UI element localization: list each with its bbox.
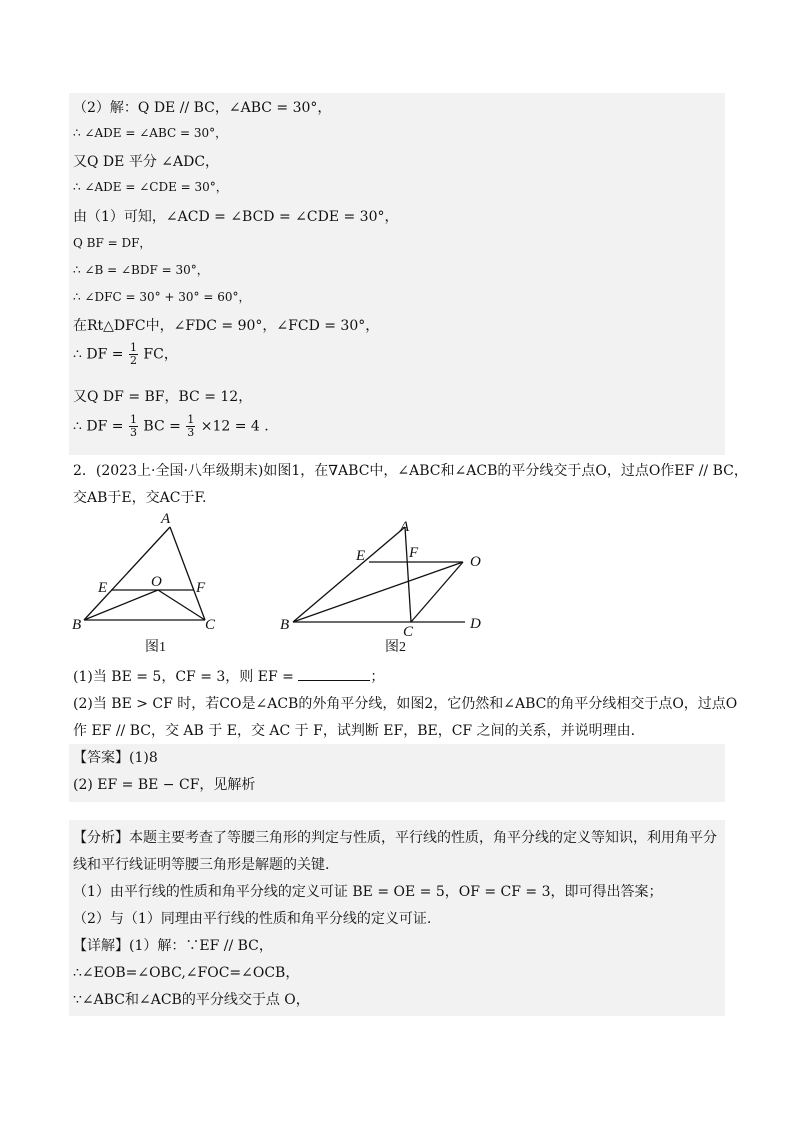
answer-blank[interactable] bbox=[298, 668, 370, 681]
fig2-label-D: D bbox=[470, 616, 481, 632]
sol-line-12-suffix: ×12 = 4 . bbox=[200, 418, 269, 435]
sol-line-3: 又Q DE 平分 ∠ADC， bbox=[73, 154, 220, 170]
sol-line-7: ∴ ∠B = ∠BDF = 30°， bbox=[73, 263, 209, 277]
fraction-denominator: 2 bbox=[129, 354, 137, 367]
fraction-numerator: 1 bbox=[129, 341, 137, 354]
sol-line-10-prefix: ∴ DF = bbox=[73, 346, 124, 363]
sol-line-5: 由（1）可知，∠ACD = ∠BCD = ∠CDE = 30°， bbox=[73, 209, 399, 225]
fig2-caption: 图2 bbox=[385, 640, 406, 655]
answer-line-1: 【答案】(1)8 bbox=[73, 750, 158, 766]
detail-line-1: 【详解】(1）解：∵EF // BC， bbox=[73, 938, 273, 954]
problem2-line-1: 2．(2023上·全国·八年级期末)如图1，在∇ABC中，∠ABC和∠ACB的平分线交于点O，过点O作EF // BC， bbox=[73, 463, 748, 479]
sol-line-6: Q BF = DF， bbox=[73, 236, 152, 250]
fig1-caption: 图1 bbox=[145, 640, 166, 655]
sol-line-12-prefix: ∴ DF = bbox=[73, 418, 124, 435]
fig2-label-F: F bbox=[409, 545, 419, 561]
fig2-label-B: B bbox=[280, 617, 290, 633]
figure-1 bbox=[84, 527, 205, 620]
fig1-label-E: E bbox=[98, 580, 108, 596]
fraction-1-2 bbox=[129, 342, 138, 367]
analysis-line-1: 【分析】本题主要考查了等腰三角形的判定与性质，平行线的性质，角平分线的定义等知识，利用角平分 bbox=[73, 830, 717, 846]
fraction-denominator: 3 bbox=[187, 426, 195, 439]
fig1-side-AC bbox=[170, 527, 205, 620]
sol-line-2: ∴ ∠ADE = ∠ABC = 30°， bbox=[73, 126, 228, 140]
answer-line-2: (2) EF = BE − CF，见解析 bbox=[73, 777, 256, 793]
sol-line-10-suffix: FC， bbox=[143, 346, 178, 363]
fig2-label-E: E bbox=[356, 548, 366, 564]
sol-line-10 bbox=[73, 342, 178, 367]
fig1-label-A: A bbox=[161, 511, 171, 527]
sol-line-12 bbox=[73, 414, 269, 439]
analysis-line-3: （1）由平行线的性质和角平分线的定义可证 BE = OE = 5，OF = CF = 3，即可得出答案； bbox=[73, 884, 663, 900]
fraction-denominator: 3 bbox=[129, 426, 137, 439]
sol-line-9: 在Rt△DFC中，∠FDC = 90°，∠FCD = 30°， bbox=[73, 318, 380, 334]
sol-line-1: （2）解：Q DE // BC，∠ABC = 30°， bbox=[73, 100, 332, 116]
fig1-label-O: O bbox=[151, 574, 162, 590]
fig1-label-B: B bbox=[72, 617, 82, 633]
question-1-end: ； bbox=[370, 669, 385, 685]
fig2-side-BA bbox=[293, 527, 405, 622]
fig1-label-C: C bbox=[205, 617, 216, 633]
fig1-label-F: F bbox=[196, 580, 206, 596]
sol-line-11: 又Q DF = BF，BC = 12， bbox=[73, 389, 253, 405]
analysis-line-4: （2）与（1）同理由平行线的性质和角平分线的定义可证. bbox=[73, 911, 432, 927]
fig2-side-AC bbox=[405, 527, 411, 622]
fraction-1-3-b bbox=[186, 414, 195, 439]
fig2-label-A: A bbox=[400, 519, 410, 535]
question-2-line-2: 作 EF // BC，交 AB 于 E，交 AC 于 F，试判断 EF，BE，CF 之间的关系，并说明理由. bbox=[73, 723, 636, 739]
sol-line-4: ∴ ∠ADE = ∠CDE = 30°， bbox=[73, 180, 228, 194]
fig1-line-BO bbox=[84, 590, 158, 620]
fig2-label-O: O bbox=[470, 554, 481, 570]
fraction-numerator: 1 bbox=[129, 413, 137, 426]
sol-line-12-mid: BC = bbox=[143, 418, 181, 435]
fraction-1-3-a bbox=[129, 414, 138, 439]
problem2-line-2: 交AB于E，交AC于F. bbox=[73, 490, 207, 506]
detail-line-2: ∴∠EOB=∠OBC,∠FOC=∠OCB， bbox=[73, 965, 300, 981]
fig2-label-C: C bbox=[403, 624, 414, 640]
question-1 bbox=[73, 666, 384, 686]
analysis-line-2: 线和平行线证明等腰三角形是解题的关键. bbox=[73, 857, 330, 873]
sol-line-8: ∴ ∠DFC = 30° + 30° = 60°， bbox=[73, 290, 251, 304]
figure-2 bbox=[293, 527, 465, 622]
detail-line-3: ∵∠ABC和∠ACB的平分线交于点 O， bbox=[73, 992, 310, 1008]
question-2-line-1: (2)当 BE > CF 时，若CO是∠ACB的外角平分线，如图2，它仍然和∠ABC的角平分线相交于点O，过点O bbox=[73, 696, 738, 712]
fraction-numerator: 1 bbox=[187, 413, 195, 426]
geometry-figures bbox=[0, 505, 794, 665]
question-1-text: (1)当 BE = 5，CF = 3，则 EF = bbox=[73, 669, 294, 685]
